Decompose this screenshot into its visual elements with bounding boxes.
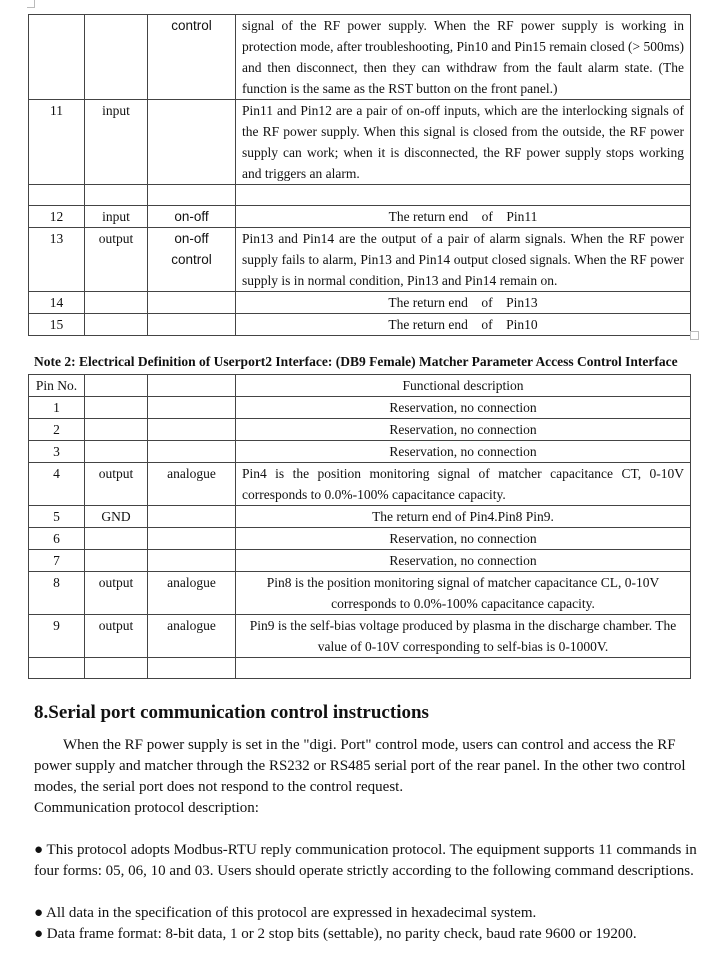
intro-paragraph: When the RF power supply is set in the "digi. Port" control mode, users can control and access the RF power supply and matcher through the RS232 or RS485 serial port of the rear panel. In the other two control modes, the serial port does not respond to the control request. (34, 737, 686, 795)
bullet-item: ● Data frame format: 8-bit data, 1 or 2 stop bits (settable), no parity check, baud rate 9600 or 19200. (34, 926, 637, 942)
table-row (29, 463, 691, 506)
type-cell (148, 419, 236, 441)
type-cell (148, 528, 236, 550)
table-row (29, 441, 691, 463)
direction-cell: input (85, 206, 148, 228)
table-row (29, 228, 691, 292)
direction-cell: output (85, 228, 148, 292)
description-cell: Reservation, no connection (236, 419, 691, 441)
header-description: Functional description (236, 375, 691, 397)
description-cell: Pin8 is the position monitoring signal of matcher capacitance CL, 0-10V corresponds to 0.0%-100% capacitance capacity. (236, 572, 691, 615)
corner-mark-table-end (690, 331, 699, 340)
description-cell: Pin11 and Pin12 are a pair of on-off inputs, which are the interlocking signals of the RF power supply. When this signal is closed from the outside, the RF power supply can work; when it is disconnected, the RF power supply stops working and triggers an alarm. (236, 100, 691, 185)
direction-cell: output (85, 615, 148, 658)
table-row (29, 615, 691, 658)
pin-cell (29, 15, 85, 100)
type-cell: on-off (148, 206, 236, 228)
table-row (29, 314, 691, 336)
description-cell: Reservation, no connection (236, 528, 691, 550)
bullet-item: ● This protocol adopts Modbus-RTU reply communication protocol. The equipment supports 11 commands in four forms: 05, 06, 10 and 03. Users should operate strictly according to the following command descriptions. (34, 842, 697, 879)
type-cell (148, 550, 236, 572)
type-cell: analogue (148, 572, 236, 615)
description-cell: The return end of Pin4.Pin8 Pin9. (236, 506, 691, 528)
pin-cell: 5 (29, 506, 85, 528)
pin-cell: 1 (29, 397, 85, 419)
direction-cell (85, 419, 148, 441)
table-row (29, 419, 691, 441)
pin-table-userport2 (28, 374, 691, 679)
table-row (29, 206, 691, 228)
type-cell (148, 397, 236, 419)
header-pin: Pin No. (29, 375, 85, 397)
type-cell: on-off control (148, 228, 236, 292)
direction-cell: output (85, 463, 148, 506)
type-cell: analogue (148, 463, 236, 506)
description-cell: Pin9 is the self-bias voltage produced by plasma in the discharge chamber. The value of 0-10V corresponding to self-bias is 0-1000V. (236, 615, 691, 658)
description-cell: The return end of Pin11 (236, 206, 691, 228)
table-row (29, 550, 691, 572)
note2-heading: Note 2: Electrical Definition of Userport2 Interface: (DB9 Female) Matcher Parameter Access Control Interface (34, 354, 678, 369)
direction-cell: input (85, 100, 148, 185)
description-cell: Pin13 and Pin14 are the output of a pair of alarm signals. When the RF power supply fails to alarm, Pin13 and Pin14 output closed signals. When the RF power supply is in normal condition, Pin13 and Pin14 remain on. (236, 228, 691, 292)
type-cell (148, 506, 236, 528)
direction-cell (85, 528, 148, 550)
pin-cell: 12 (29, 206, 85, 228)
type-cell: control (148, 15, 236, 100)
pin-cell: 3 (29, 441, 85, 463)
table-row (29, 506, 691, 528)
section-title: 8.Serial port communication control instructions (34, 702, 429, 723)
pin-cell: 8 (29, 572, 85, 615)
table-header-row (29, 375, 691, 397)
pin-cell: 7 (29, 550, 85, 572)
direction-cell: GND (85, 506, 148, 528)
description-cell: signal of the RF power supply. When the RF power supply is working in protection mode, after troubleshooting, Pin10 and Pin15 remain closed (> 500ms) and then disconnect, then they can withdraw from the fault alarm state. (The function is the same as the RST button on the front panel.) (236, 15, 691, 100)
description-cell: Pin4 is the position monitoring signal of matcher capacitance CT, 0-10V corresponds to 0.0%-100% capacitance capacity. (236, 463, 691, 506)
table-row (29, 292, 691, 314)
table-row (29, 185, 691, 206)
description-cell: Reservation, no connection (236, 441, 691, 463)
description-cell: Reservation, no connection (236, 550, 691, 572)
table-row (29, 100, 691, 185)
table-row (29, 528, 691, 550)
bullet-item: ● All data in the specification of this protocol are expressed in hexadecimal system. (34, 905, 537, 921)
pin-cell: 11 (29, 100, 85, 185)
description-cell: Reservation, no connection (236, 397, 691, 419)
corner-mark-top (27, 0, 35, 8)
type-cell (148, 441, 236, 463)
pin-cell: 4 (29, 463, 85, 506)
pin-cell: 15 (29, 314, 85, 336)
description-cell: The return end of Pin13 (236, 292, 691, 314)
type-cell (148, 100, 236, 185)
type-cell: analogue (148, 615, 236, 658)
direction-cell (85, 441, 148, 463)
pin-cell: 9 (29, 615, 85, 658)
description-cell: The return end of Pin10 (236, 314, 691, 336)
pin-table-userport1 (28, 14, 691, 336)
pin-cell: 14 (29, 292, 85, 314)
direction-cell: output (85, 572, 148, 615)
table-row (29, 15, 691, 100)
pin-cell: 13 (29, 228, 85, 292)
table-row (29, 397, 691, 419)
pin-cell: 2 (29, 419, 85, 441)
direction-cell (85, 550, 148, 572)
direction-cell (85, 15, 148, 100)
pin-cell: 6 (29, 528, 85, 550)
table-row (29, 658, 691, 679)
protocol-heading: Communication protocol description: (34, 800, 259, 816)
table-row (29, 572, 691, 615)
direction-cell (85, 397, 148, 419)
